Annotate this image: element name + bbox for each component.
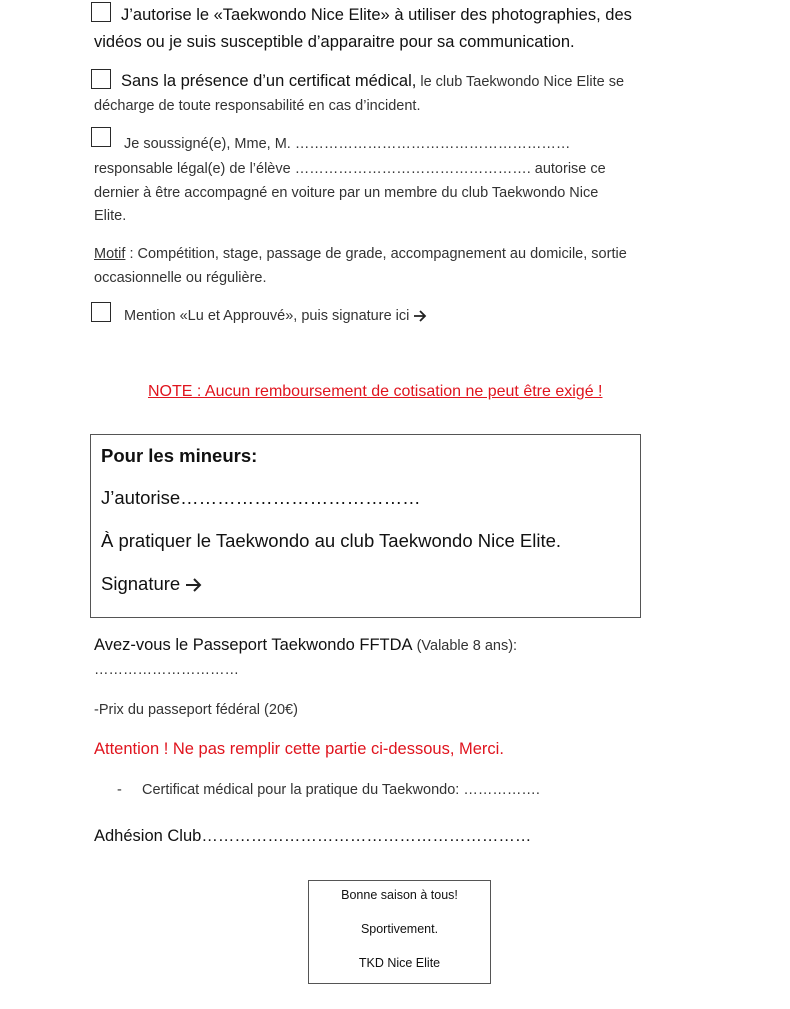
passport-question-text: Avez-vous le Passeport Taekwondo FFTDA <box>94 636 413 654</box>
signature-consent-checkbox[interactable] <box>91 302 111 322</box>
minors-authorize: J’autorise………………………………… <box>101 487 421 508</box>
footer-line2: Sportivement. <box>360 922 439 936</box>
photo-consent-line2: vidéos ou je suis susceptible d’apparaitre pour sa communication. <box>94 33 575 51</box>
refund-note-part3: cotisation ne peut <box>393 383 519 400</box>
motif-label: Motif <box>94 246 126 262</box>
minors-practice: À pratiquer le Taekwondo au club Taekwondo Nice Elite. <box>101 530 562 551</box>
transport-consent-checkbox[interactable] <box>91 127 111 147</box>
passport-price: -Prix du passeport fédéral (20€) <box>94 702 298 718</box>
arrow-right-icon <box>413 310 427 322</box>
attention-text: Attention ! Ne pas remplir cette partie ci-dessous, Merci. <box>94 740 504 758</box>
motif-text: : Compétition, stage, passage de grade, accompagnement au domicile, sortie <box>125 246 627 262</box>
motif-line1 <box>94 246 627 262</box>
membership-label: Adhésion Club <box>94 827 202 845</box>
photo-consent-line1: J’autorise le «Taekwondo Nice Elite» à utiliser des photographies, des <box>121 6 632 24</box>
refund-note-part1: NOTE : Aucun remboursement <box>148 383 367 400</box>
medical-consent-rest: le club Taekwondo Nice Elite se <box>416 74 625 90</box>
photo-consent-checkbox[interactable] <box>91 2 111 22</box>
motif-line2: occasionnelle ou régulière. <box>94 270 267 286</box>
medical-consent-line2: décharge de toute responsabilité en cas d’incident. <box>94 98 421 114</box>
medical-consent-bold: Sans la présence d’un certificat médical, <box>121 72 417 90</box>
transport-line1: Je soussigné(e), Mme, M. ………………………………………………… <box>124 136 571 152</box>
membership-dots: …………………………………………………… <box>201 827 532 845</box>
passport-dots: ………………………… <box>94 662 239 678</box>
minors-signature-label: Signature <box>101 573 181 594</box>
footer-line3: TKD Nice Elite <box>358 956 441 970</box>
arrow-right-icon <box>185 577 203 593</box>
minors-title: Pour les mineurs: <box>101 445 258 466</box>
transport-line4: Elite. <box>94 208 127 224</box>
signature-mention-text: Mention «Lu et Approuvé», puis signature ici <box>124 308 410 324</box>
medical-consent-checkbox[interactable] <box>91 69 111 89</box>
membership-line <box>94 827 531 846</box>
passport-question <box>94 636 517 655</box>
certificate-bullet: - <box>117 782 122 798</box>
medical-consent-line1 <box>121 72 624 91</box>
transport-line3: dernier à être accompagné en voiture par un membre du club Taekwondo Nice <box>94 185 599 201</box>
minors-signature <box>101 573 203 595</box>
refund-note-part4: être exigé ! <box>518 383 603 400</box>
passport-validity: (Valable 8 ans): <box>412 638 518 654</box>
transport-line2: responsable légal(e) de l’élève …………………………………………. autorise ce <box>94 161 606 177</box>
minors-box <box>90 434 641 618</box>
refund-note-part2: de <box>366 383 394 400</box>
certificate-text: Certificat médical pour la pratique du Taekwondo: ……………. <box>142 782 540 798</box>
footer-box <box>308 880 491 984</box>
footer-line1: Bonne saison à tous! <box>341 888 458 902</box>
refund-note <box>148 383 602 401</box>
signature-mention <box>124 308 427 324</box>
